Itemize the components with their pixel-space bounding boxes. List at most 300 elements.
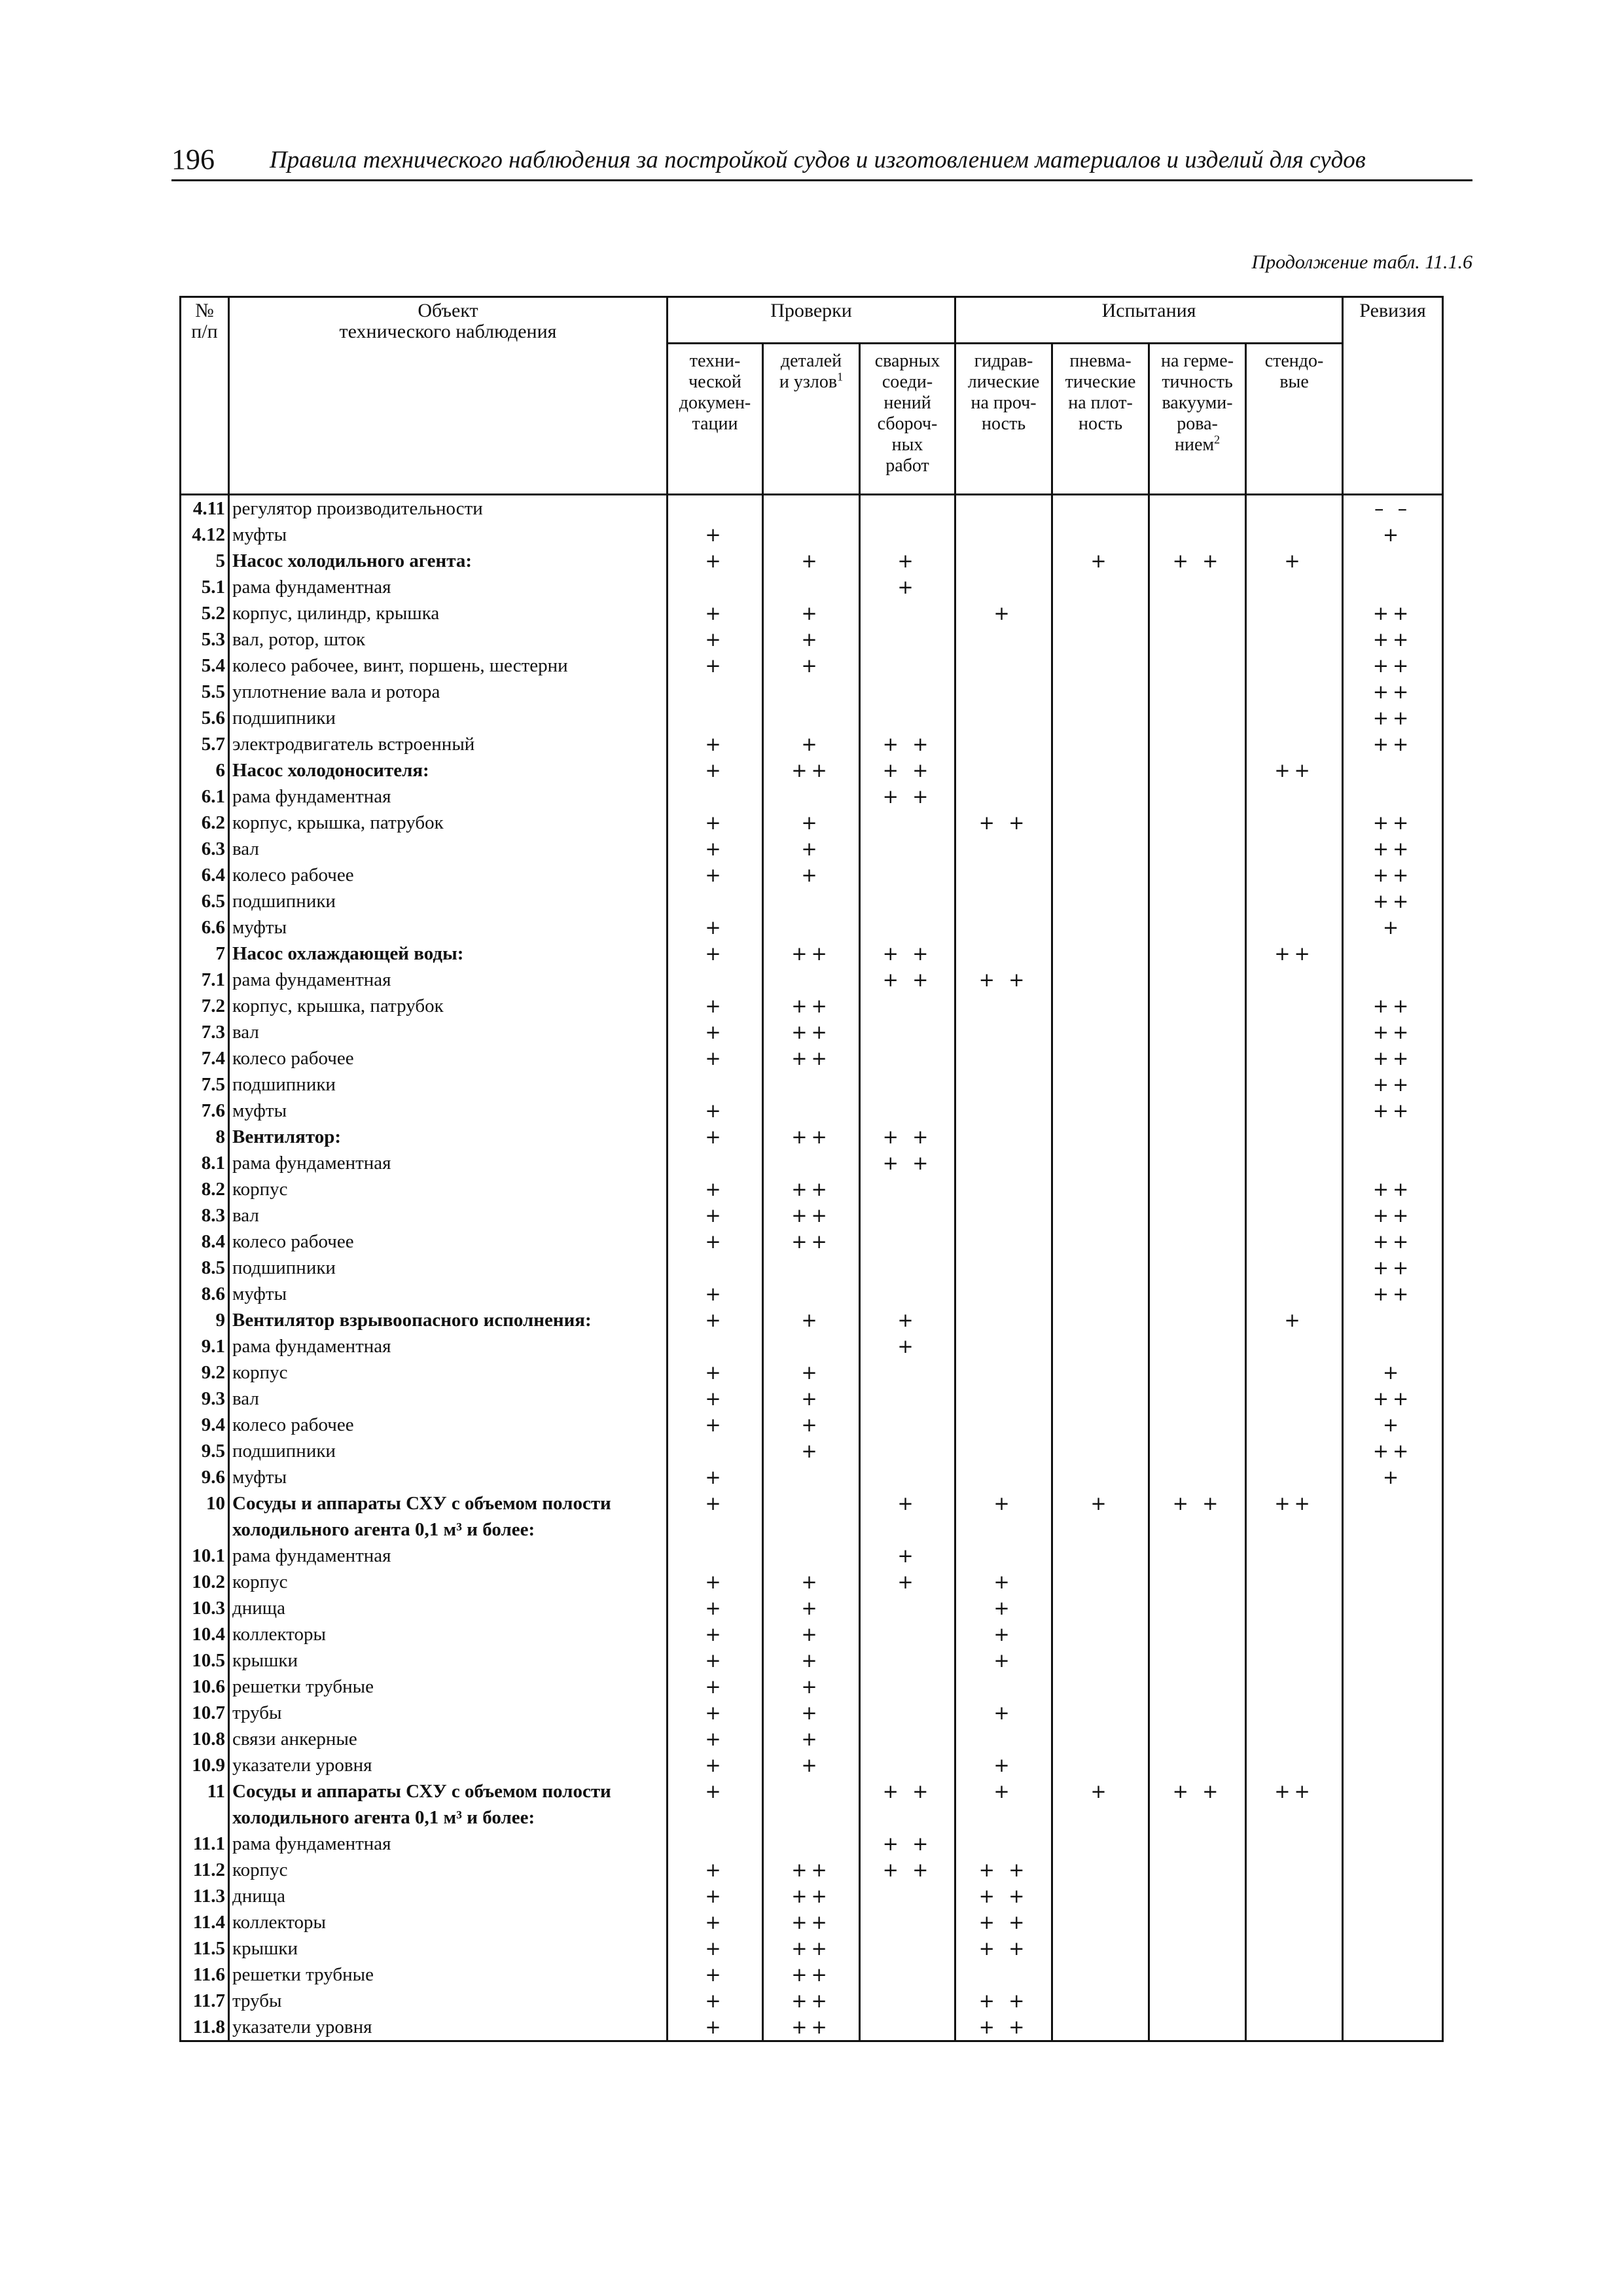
row-mark-cell: + xyxy=(1052,1778,1149,1804)
row-object-name: корпус, крышка, патрубок xyxy=(229,810,668,836)
row-number: 6.1 xyxy=(181,783,229,810)
table-row xyxy=(181,1516,1443,1543)
row-mark-cell xyxy=(955,522,1052,548)
row-mark-cell xyxy=(1149,1726,1246,1752)
row-mark-cell xyxy=(1246,1988,1343,2014)
row-object-name: рама фундаментная xyxy=(229,1333,668,1359)
row-mark-cell: + xyxy=(955,1778,1052,1804)
row-mark-cell xyxy=(1343,1674,1443,1700)
table-row xyxy=(181,1883,1443,1909)
row-mark-cell xyxy=(1052,783,1149,810)
row-mark-cell xyxy=(1343,1621,1443,1647)
row-mark-cell: ++ xyxy=(1343,1176,1443,1202)
row-mark-cell: + xyxy=(668,1359,763,1386)
row-mark-cell: + xyxy=(668,1307,763,1333)
row-mark-cell xyxy=(1343,2014,1443,2041)
row-mark-cell xyxy=(763,1831,860,1857)
row-mark-cell xyxy=(1246,1255,1343,1281)
row-mark-cell xyxy=(860,1909,955,1935)
row-mark-cell xyxy=(763,1490,860,1516)
row-number: 6.4 xyxy=(181,862,229,888)
row-mark-cell: + + xyxy=(860,731,955,757)
row-number xyxy=(181,1804,229,1831)
row-mark-cell xyxy=(1343,1700,1443,1726)
row-mark-cell xyxy=(668,1071,763,1098)
row-mark-cell xyxy=(1246,1045,1343,1071)
row-mark-cell xyxy=(763,1098,860,1124)
row-mark-cell xyxy=(763,1778,860,1804)
row-mark-cell xyxy=(955,1019,1052,1045)
row-mark-cell xyxy=(1052,1543,1149,1569)
row-mark-cell xyxy=(1246,1883,1343,1909)
table-row xyxy=(181,1595,1443,1621)
row-mark-cell: + xyxy=(668,1726,763,1752)
row-mark-cell: + + xyxy=(860,1124,955,1150)
row-mark-cell: + xyxy=(763,1674,860,1700)
row-object-name: вал xyxy=(229,1019,668,1045)
row-mark-cell xyxy=(860,1255,955,1281)
table-row xyxy=(181,1988,1443,2014)
row-mark-cell: + xyxy=(668,1464,763,1490)
row-mark-cell xyxy=(1246,1176,1343,1202)
row-mark-cell: + xyxy=(668,941,763,967)
table-row xyxy=(181,1543,1443,1569)
table-row xyxy=(181,993,1443,1019)
row-mark-cell xyxy=(1246,495,1343,522)
row-mark-cell xyxy=(1052,679,1149,705)
row-mark-cell xyxy=(860,1176,955,1202)
row-mark-cell: ++ xyxy=(1343,1071,1443,1098)
row-mark-cell xyxy=(668,783,763,810)
row-mark-cell: + xyxy=(668,757,763,783)
row-mark-cell xyxy=(1343,1988,1443,2014)
row-mark-cell: + + xyxy=(860,1778,955,1804)
row-mark-cell: + xyxy=(668,810,763,836)
row-mark-cell xyxy=(668,1831,763,1857)
row-mark-cell xyxy=(1052,1909,1149,1935)
row-mark-cell xyxy=(955,1333,1052,1359)
row-mark-cell: ++ xyxy=(763,1045,860,1071)
row-mark-cell xyxy=(1149,1647,1246,1674)
row-mark-cell xyxy=(668,1150,763,1176)
row-mark-cell xyxy=(860,1726,955,1752)
row-mark-cell xyxy=(955,1176,1052,1202)
table-row xyxy=(181,1124,1443,1150)
row-mark-cell: + xyxy=(668,1412,763,1438)
row-mark-cell: + xyxy=(668,1176,763,1202)
col-group-checks: Проверки xyxy=(668,297,955,344)
row-mark-cell xyxy=(1149,1621,1246,1647)
row-mark-cell xyxy=(1149,1516,1246,1543)
row-mark-cell xyxy=(860,1019,955,1045)
row-mark-cell xyxy=(860,1988,955,2014)
row-mark-cell xyxy=(1246,888,1343,914)
row-mark-cell xyxy=(668,705,763,731)
row-mark-cell: + xyxy=(860,1333,955,1359)
row-mark-cell xyxy=(1052,1281,1149,1307)
row-mark-cell xyxy=(955,1543,1052,1569)
row-mark-cell xyxy=(763,1255,860,1281)
row-mark-cell: + + xyxy=(860,1150,955,1176)
row-mark-cell xyxy=(1149,888,1246,914)
row-mark-cell xyxy=(860,600,955,626)
row-mark-cell xyxy=(1149,1700,1246,1726)
row-mark-cell xyxy=(955,1150,1052,1176)
row-mark-cell: + xyxy=(860,1543,955,1569)
table-row xyxy=(181,731,1443,757)
row-object-name: крышки xyxy=(229,1935,668,1962)
row-mark-cell xyxy=(1246,810,1343,836)
col-header-revision: Ревизия xyxy=(1343,297,1443,495)
row-mark-cell xyxy=(1149,600,1246,626)
row-mark-cell xyxy=(1343,1124,1443,1150)
row-mark-cell xyxy=(1052,757,1149,783)
row-mark-cell xyxy=(1149,653,1246,679)
table-row xyxy=(181,1412,1443,1438)
row-mark-cell xyxy=(1246,1857,1343,1883)
row-mark-cell: + xyxy=(763,653,860,679)
row-object-name: колесо рабочее xyxy=(229,1045,668,1071)
row-mark-cell xyxy=(860,836,955,862)
table-row xyxy=(181,1307,1443,1333)
row-mark-cell: ++ xyxy=(1343,600,1443,626)
row-mark-cell xyxy=(763,783,860,810)
row-mark-cell xyxy=(955,626,1052,653)
table-row xyxy=(181,1962,1443,1988)
row-object-name: Вентилятор: xyxy=(229,1124,668,1150)
row-mark-cell: + xyxy=(860,1307,955,1333)
row-mark-cell: + xyxy=(763,1438,860,1464)
row-number: 7.6 xyxy=(181,1098,229,1124)
row-mark-cell: + + xyxy=(955,1857,1052,1883)
row-mark-cell xyxy=(763,679,860,705)
row-number: 6.3 xyxy=(181,836,229,862)
table-row xyxy=(181,1045,1443,1071)
row-mark-cell xyxy=(1246,1621,1343,1647)
row-mark-cell xyxy=(1149,967,1246,993)
row-mark-cell: + xyxy=(668,1229,763,1255)
row-mark-cell xyxy=(1052,1098,1149,1124)
row-mark-cell xyxy=(1246,1935,1343,1962)
row-mark-cell: + + xyxy=(955,1909,1052,1935)
table-row xyxy=(181,1229,1443,1255)
row-mark-cell xyxy=(1246,1333,1343,1359)
row-mark-cell: ++ xyxy=(1343,1229,1443,1255)
table-row xyxy=(181,1804,1443,1831)
row-mark-cell xyxy=(1246,1909,1343,1935)
table-row xyxy=(181,1778,1443,1804)
row-mark-cell xyxy=(860,495,955,522)
row-mark-cell: ++ xyxy=(763,1883,860,1909)
table-row xyxy=(181,626,1443,653)
row-mark-cell xyxy=(955,1386,1052,1412)
row-number: 10.1 xyxy=(181,1543,229,1569)
row-number: 11.5 xyxy=(181,1935,229,1962)
row-mark-cell xyxy=(1246,1543,1343,1569)
table-row xyxy=(181,1438,1443,1464)
row-mark-cell xyxy=(955,993,1052,1019)
row-object-name: холодильного агента 0,1 м³ и более: xyxy=(229,1516,668,1543)
row-object-name: подшипники xyxy=(229,1255,668,1281)
row-mark-cell: + xyxy=(668,1935,763,1962)
row-mark-cell xyxy=(1149,862,1246,888)
row-mark-cell xyxy=(668,679,763,705)
row-mark-cell xyxy=(1052,1386,1149,1412)
row-number: 10.7 xyxy=(181,1700,229,1726)
table-row xyxy=(181,1569,1443,1595)
row-mark-cell: ++ xyxy=(1343,1281,1443,1307)
row-mark-cell: + xyxy=(668,1909,763,1935)
table-row xyxy=(181,888,1443,914)
row-mark-cell xyxy=(1052,1569,1149,1595)
col-header-checks-0: техни- ческой докумен- тации xyxy=(668,344,763,495)
row-number: 11.4 xyxy=(181,1909,229,1935)
row-mark-cell: + xyxy=(668,1883,763,1909)
row-object-name: муфты xyxy=(229,1464,668,1490)
row-object-name: решетки трубные xyxy=(229,1962,668,1988)
row-mark-cell xyxy=(1052,1359,1149,1386)
row-mark-cell xyxy=(1246,1281,1343,1307)
table-row xyxy=(181,600,1443,626)
row-mark-cell xyxy=(1149,1202,1246,1229)
row-mark-cell: ++ xyxy=(1343,1386,1443,1412)
row-number: 11.8 xyxy=(181,2014,229,2041)
row-mark-cell xyxy=(1149,914,1246,941)
row-mark-cell xyxy=(955,1202,1052,1229)
table-row xyxy=(181,1176,1443,1202)
row-mark-cell xyxy=(1052,522,1149,548)
row-object-name: колесо рабочее xyxy=(229,1229,668,1255)
row-mark-cell xyxy=(1246,522,1343,548)
table-row xyxy=(181,1098,1443,1124)
row-mark-cell xyxy=(668,967,763,993)
col-header-tests-4: пневма- тические на плот- ность xyxy=(1052,344,1149,495)
row-mark-cell: + + xyxy=(955,967,1052,993)
table-row xyxy=(181,548,1443,574)
table-row xyxy=(181,2014,1443,2041)
row-mark-cell xyxy=(1246,1647,1343,1674)
row-mark-cell xyxy=(860,653,955,679)
row-mark-cell xyxy=(1343,757,1443,783)
row-number: 7 xyxy=(181,941,229,967)
row-object-name: рама фундаментная xyxy=(229,783,668,810)
row-mark-cell xyxy=(1149,522,1246,548)
row-mark-cell xyxy=(668,574,763,600)
row-mark-cell: + + xyxy=(955,1988,1052,2014)
running-title: Правила технического наблюдения за постройкой судов и изготовлением материалов и изделий для судов xyxy=(270,147,1366,173)
row-mark-cell: + xyxy=(763,1307,860,1333)
row-mark-cell xyxy=(860,1516,955,1543)
row-mark-cell: ++ xyxy=(1246,941,1343,967)
row-mark-cell xyxy=(1052,1229,1149,1255)
row-mark-cell: ++ xyxy=(1343,1098,1443,1124)
row-mark-cell: + xyxy=(668,600,763,626)
row-mark-cell xyxy=(955,1412,1052,1438)
row-mark-cell xyxy=(1149,1281,1246,1307)
row-mark-cell xyxy=(860,626,955,653)
row-mark-cell: ++ xyxy=(1343,731,1443,757)
row-mark-cell xyxy=(1052,1804,1149,1831)
row-mark-cell: + xyxy=(1246,1307,1343,1333)
row-mark-cell: + xyxy=(1343,1359,1443,1386)
table-row xyxy=(181,1386,1443,1412)
row-mark-cell xyxy=(1052,1674,1149,1700)
row-mark-cell xyxy=(1343,967,1443,993)
row-mark-cell xyxy=(668,888,763,914)
row-mark-cell: + xyxy=(668,1490,763,1516)
row-number: 7.5 xyxy=(181,1071,229,1098)
row-number: 5.1 xyxy=(181,574,229,600)
row-object-name: холодильного агента 0,1 м³ и более: xyxy=(229,1804,668,1831)
row-mark-cell xyxy=(955,914,1052,941)
row-mark-cell: + xyxy=(763,600,860,626)
row-mark-cell: ++ xyxy=(1343,1438,1443,1464)
row-number: 8 xyxy=(181,1124,229,1150)
row-mark-cell: ++ xyxy=(1343,653,1443,679)
table-row xyxy=(181,495,1443,522)
row-mark-cell xyxy=(1149,1988,1246,2014)
row-mark-cell xyxy=(668,1804,763,1831)
row-mark-cell xyxy=(1149,1176,1246,1202)
row-mark-cell xyxy=(1052,1124,1149,1150)
table-row xyxy=(181,862,1443,888)
row-object-name: вал xyxy=(229,1386,668,1412)
row-number: 5.5 xyxy=(181,679,229,705)
row-mark-cell: + xyxy=(668,1778,763,1804)
row-mark-cell xyxy=(1246,1752,1343,1778)
row-mark-cell: + xyxy=(668,1569,763,1595)
row-number: 5.7 xyxy=(181,731,229,757)
row-mark-cell xyxy=(1149,1019,1246,1045)
col-header-tests-3: гидрав- лические на проч- ность xyxy=(955,344,1052,495)
row-mark-cell xyxy=(955,731,1052,757)
row-object-name: коллекторы xyxy=(229,1621,668,1647)
row-mark-cell xyxy=(1052,1438,1149,1464)
row-mark-cell xyxy=(1149,1962,1246,1988)
row-mark-cell: + xyxy=(955,1490,1052,1516)
row-mark-cell xyxy=(1246,862,1343,888)
row-mark-cell xyxy=(1052,1595,1149,1621)
row-object-name: днища xyxy=(229,1595,668,1621)
row-mark-cell xyxy=(1149,993,1246,1019)
row-mark-cell xyxy=(860,914,955,941)
row-object-name: муфты xyxy=(229,1281,668,1307)
row-mark-cell xyxy=(1246,1202,1343,1229)
row-mark-cell xyxy=(1246,574,1343,600)
row-mark-cell xyxy=(1052,914,1149,941)
col-header-tests-6: стендо- вые xyxy=(1246,344,1343,495)
row-mark-cell xyxy=(1149,1804,1246,1831)
row-mark-cell: + xyxy=(668,653,763,679)
row-object-name: подшипники xyxy=(229,705,668,731)
row-mark-cell xyxy=(1246,1359,1343,1386)
row-mark-cell: + xyxy=(668,548,763,574)
row-number: 9.3 xyxy=(181,1386,229,1412)
row-mark-cell: + xyxy=(763,1647,860,1674)
row-object-name: корпус, крышка, патрубок xyxy=(229,993,668,1019)
row-mark-cell xyxy=(1052,653,1149,679)
row-mark-cell: + xyxy=(763,1359,860,1386)
row-mark-cell: + xyxy=(1052,1490,1149,1516)
row-mark-cell: + xyxy=(668,836,763,862)
row-mark-cell xyxy=(1246,1071,1343,1098)
row-number: 9.5 xyxy=(181,1438,229,1464)
row-mark-cell: + + xyxy=(955,1883,1052,1909)
row-mark-cell: + xyxy=(763,836,860,862)
row-mark-cell: + xyxy=(668,862,763,888)
row-mark-cell xyxy=(763,1333,860,1359)
row-mark-cell xyxy=(1343,1778,1443,1804)
row-mark-cell xyxy=(860,1621,955,1647)
row-mark-cell: + + xyxy=(1149,1490,1246,1516)
row-mark-cell xyxy=(1246,1700,1343,1726)
row-mark-cell xyxy=(1052,574,1149,600)
row-mark-cell: + xyxy=(763,626,860,653)
table-row xyxy=(181,653,1443,679)
row-mark-cell xyxy=(1052,1464,1149,1490)
row-mark-cell xyxy=(1343,1543,1443,1569)
row-mark-cell xyxy=(1052,2014,1149,2041)
row-number: 11.6 xyxy=(181,1962,229,1988)
row-mark-cell xyxy=(860,1883,955,1909)
row-object-name: связи анкерные xyxy=(229,1726,668,1752)
row-number: 8.2 xyxy=(181,1176,229,1202)
row-mark-cell: ++ xyxy=(1343,993,1443,1019)
table-row xyxy=(181,522,1443,548)
row-mark-cell xyxy=(1343,1595,1443,1621)
row-mark-cell xyxy=(1149,1674,1246,1700)
table-row xyxy=(181,1647,1443,1674)
table-row xyxy=(181,574,1443,600)
row-mark-cell xyxy=(1246,1150,1343,1176)
row-mark-cell xyxy=(1149,941,1246,967)
row-mark-cell xyxy=(1343,1307,1443,1333)
row-mark-cell xyxy=(1149,574,1246,600)
row-mark-cell xyxy=(1052,626,1149,653)
row-mark-cell: ++ xyxy=(1343,1045,1443,1071)
row-mark-cell xyxy=(1246,1464,1343,1490)
row-mark-cell xyxy=(1246,1098,1343,1124)
row-mark-cell: + xyxy=(763,1595,860,1621)
row-number: 10.6 xyxy=(181,1674,229,1700)
row-mark-cell: + xyxy=(668,2014,763,2041)
row-mark-cell xyxy=(860,993,955,1019)
running-header xyxy=(171,143,1472,181)
row-mark-cell: + xyxy=(1343,914,1443,941)
row-number: 10 xyxy=(181,1490,229,1516)
row-mark-cell xyxy=(1149,1883,1246,1909)
row-mark-cell xyxy=(860,1674,955,1700)
row-mark-cell: ++ xyxy=(763,941,860,967)
row-mark-cell: ++ xyxy=(1246,1490,1343,1516)
row-mark-cell xyxy=(1246,1516,1343,1543)
row-mark-cell: + + xyxy=(955,2014,1052,2041)
row-mark-cell: + + xyxy=(1149,548,1246,574)
table-row xyxy=(181,1674,1443,1700)
table-row xyxy=(181,941,1443,967)
row-object-name: трубы xyxy=(229,1700,668,1726)
row-mark-cell xyxy=(1149,1595,1246,1621)
row-mark-cell xyxy=(1246,836,1343,862)
row-mark-cell xyxy=(1246,914,1343,941)
row-mark-cell xyxy=(1052,1831,1149,1857)
row-mark-cell: + xyxy=(668,626,763,653)
row-mark-cell xyxy=(1149,1909,1246,1935)
page-number: 196 xyxy=(171,143,215,175)
row-mark-cell xyxy=(668,1543,763,1569)
row-object-name: днища xyxy=(229,1883,668,1909)
table-row xyxy=(181,836,1443,862)
